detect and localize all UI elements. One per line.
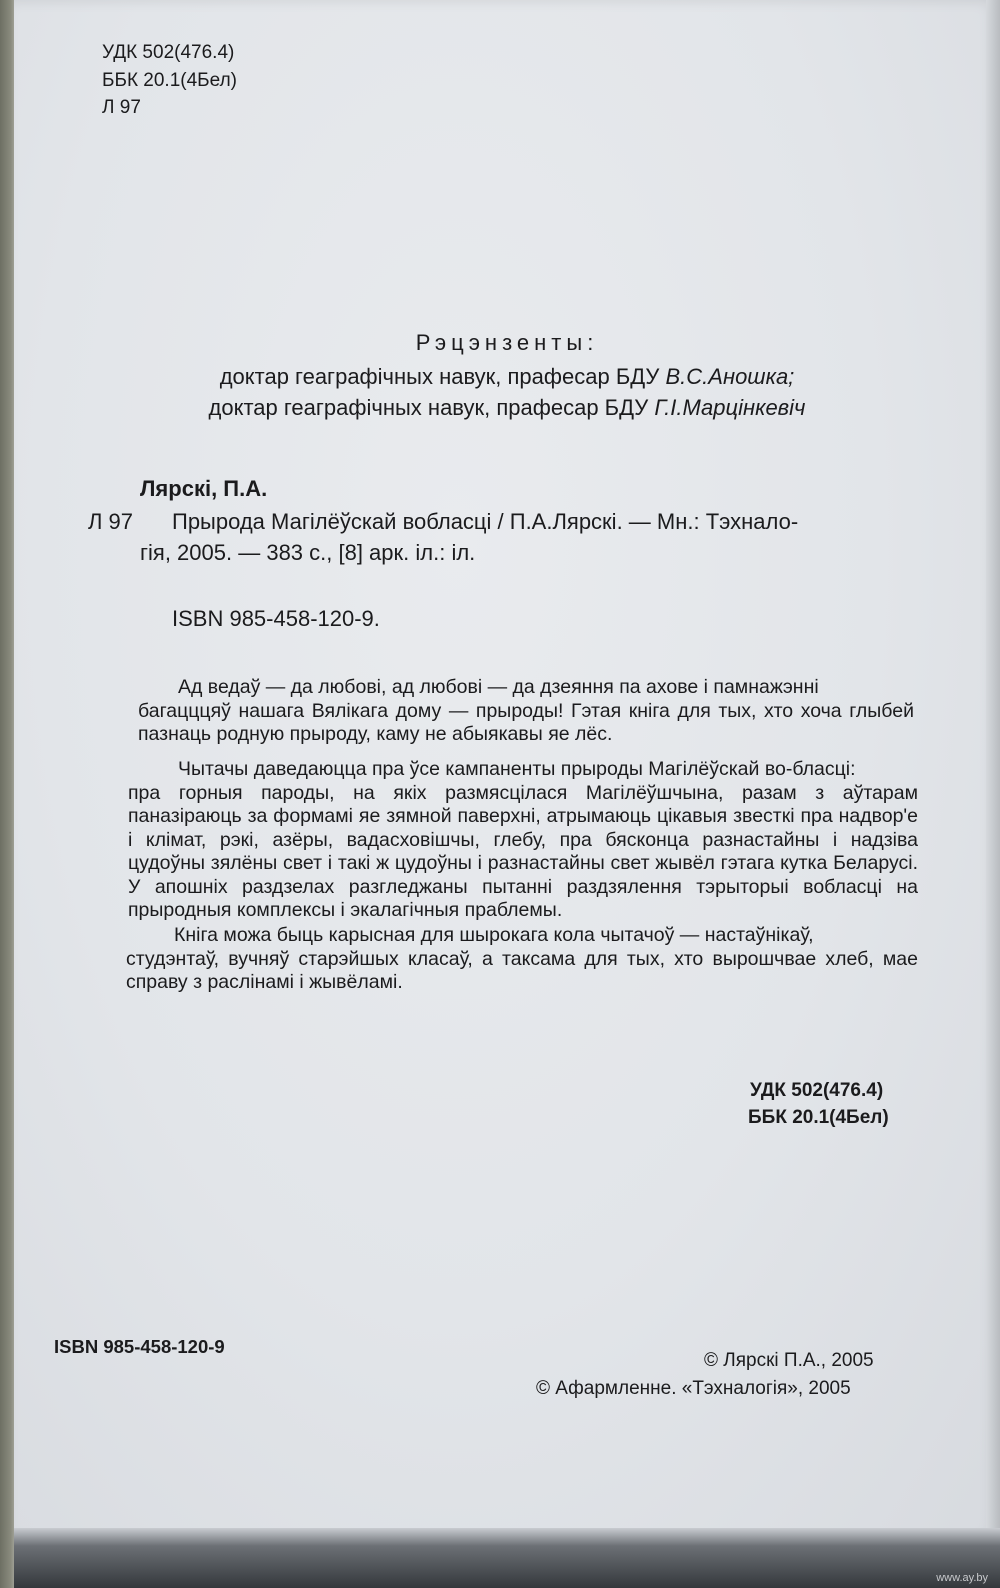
copyright-design: © Афармленне. «Тэхналогія», 2005 <box>536 1378 851 1399</box>
annotation-p2-rest: пра горныя пароды, на якіх размясцілася Магілёўшчына, разам з аўтарам паназіраюць за формамі яе зямной паверхні, атрымаюць цікавыя звесткі пра надвор'е і клімат, рэкі, азёры, вадасховішчы, глебу, пра бясконца разнастайны і надзіва цудоўны зялёны свет і такі ж цудоўны і разнастайны свет жывёл гэтага кутка Беларусі. У апошніх раздзелах разгледжаны пытанні раздзялення тэрыторыі вобласці на прыродныя комплексы і экалагічныя праблемы. <box>128 782 918 921</box>
catalog-author-mark: Л 97 <box>88 509 134 534</box>
annotation-p3-line1: Кніга можа быць карысная для шырокага кола чытачоў — настаўнікаў, <box>174 924 814 946</box>
reviewer-2-title: доктар геаграфічных навук, прафесар БДУ <box>208 395 655 420</box>
reviewer-1-title: доктар геаграфічных навук, прафесар БДУ <box>219 364 666 389</box>
catalog-entry-line-1: Прырода Магілёўскай вобласці / П.А.Лярскі. — Мн.: Тэхнало- <box>172 509 799 534</box>
bottom-bbk-code: ББК 20.1(4Бел) <box>748 1107 889 1128</box>
catalog-isbn: ISBN 985-458-120-9. <box>172 606 380 631</box>
reviewer-2-name: Г.І.Марцінкевіч <box>654 395 806 420</box>
page-right-edge <box>986 0 1000 1588</box>
reviewer-1-name: В.С.Аношка; <box>665 364 795 389</box>
catalog-entry-line-2: гія, 2005. — 383 с., [8] арк. іл.: іл. <box>140 540 476 565</box>
reviewers-heading: Рэцэнзенты: <box>415 330 599 355</box>
annotation-p1-rest: багацццяў нашага Вялікага дому — прыроды! Гэтая кніга для тых, хто хоча глыбей пазнаць родную прыроду, каму не абыякавы яе лёс. <box>138 700 914 746</box>
site-watermark: www.ay.by <box>936 1572 988 1584</box>
bottom-udk-code: УДК 502(476.4) <box>750 1080 884 1101</box>
reviewer-2 <box>14 395 1000 421</box>
annotation-p2-line1: Чытачы даведаюцца пра ўсе кампаненты прыроды Магілёўскай во-бласці: <box>178 758 856 780</box>
catalog-author: Лярскі, П.А. <box>140 476 268 501</box>
book-page <box>14 0 1000 1540</box>
reviewer-1 <box>14 364 1000 390</box>
footer-isbn: ISBN 985-458-120-9 <box>54 1336 225 1357</box>
top-bbk-code: ББК 20.1(4Бел) <box>102 70 237 91</box>
annotation-p3-rest: студэнтаў, вучняў старэйшых класаў, а таксама для тых, хто вырошчвае хлеб, мае справу з раслінамі і жывёламі. <box>126 948 918 994</box>
annotation-p1-line1: Ад ведаў — да любові, ад любові — да дзеяння па ахове і памнажэнні <box>178 676 819 698</box>
top-udk-code: УДК 502(476.4) <box>102 42 235 63</box>
copyright-author: © Лярскі П.А., 2005 <box>704 1350 874 1371</box>
page-bottom-shadow <box>14 1528 1000 1588</box>
top-author-mark: Л 97 <box>102 97 141 118</box>
